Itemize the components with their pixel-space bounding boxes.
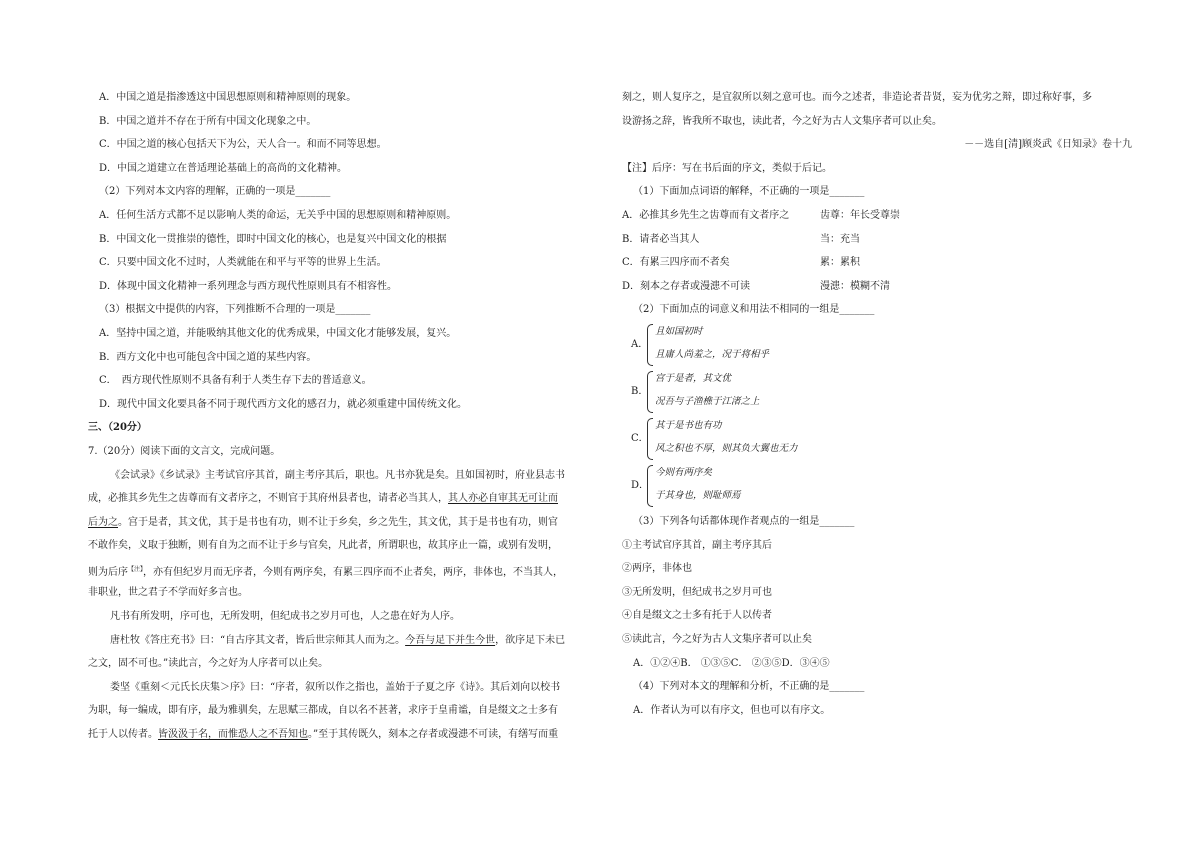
option-gloss: 齿尊：年长受尊崇: [820, 209, 900, 221]
group-letter: B．: [631, 385, 649, 397]
q2-option-b: B．中国文化一贯推崇的德性，即时中国文化的核心，也是复兴中国文化的根据: [99, 233, 447, 245]
sq1-stem: （1）下面加点词语的解释，不正确的一项是_______: [633, 186, 865, 198]
passage-line: 非职业，世之君子不学而好多言也。: [88, 587, 248, 599]
passage-line: [88, 629, 594, 653]
q3-stem: （3）根据文中提供的内容，下列推断不合理的一项是_______: [99, 304, 371, 316]
passage-text: 成，必推其乡先生之齿尊而有文者序之，不则官于其府州县者也，请者必当其人，: [88, 493, 448, 505]
passage-source: －－选自[清]顾炎武《日知录》卷十九: [964, 139, 1132, 151]
passage-text: 唐杜牧《答庄充书》曰：“自古序其文者，皆后世宗师其人而为之。: [110, 634, 406, 646]
q1-option-d: D．中国之道建立在普适理论基础上的高尚的文化精神。: [99, 162, 348, 174]
right-column: [622, 86, 1132, 722]
group-sentence-1: 宫于是者，其文优: [655, 372, 732, 384]
option-gloss: 漫漶：模糊不清: [820, 280, 890, 292]
passage-line: 不敢作矣，义取于独断，则有自为之而不让于乡与官矣，凡此者，所谓职也，故其序止一篇，或别有发明，: [88, 540, 558, 552]
option-text: B．请者必当其人: [622, 233, 700, 245]
q2-stem: （2）下列对本文内容的理解，正确的一项是_______: [99, 186, 331, 198]
sq2-group-a: [622, 322, 1132, 369]
sq3-item: ④自是缀文之士多有托于人以传者: [622, 610, 772, 622]
passage-line: 之文，固不可也。”读此言，今之好为人序者可以止矣。: [88, 658, 329, 670]
q3-option-b: B．西方文化中也可能包含中国之道的某些内容。: [99, 351, 317, 363]
sq3-item: ②两序，非体也: [622, 563, 692, 575]
passage-line: 设游扬之辞，皆我所不取也，读此者，今之好为古人文集序者可以止矣。: [622, 115, 942, 127]
q3-option-d: D．现代中国文化要具备不同于现代西方文化的感召力，就必须重建中国传统文化。: [99, 398, 468, 410]
passage-line: 《会试录》《乡试录》主考试官序其首，副主考序其后，职也。凡书亦犹是矣。且如国初时，府业县志书: [110, 469, 565, 481]
option-gloss: 累：累积: [820, 257, 860, 269]
group-sentence-1: 今则有两序矣: [655, 466, 713, 478]
passage-line: 凡书有所发明，序可也，无所发明，但纪成书之岁月可也，人之患在好为人序。: [110, 611, 460, 623]
group-sentence-2: 于其身也，则耻师焉: [655, 489, 741, 501]
passage-line: 为职，每一编成，即有序，最为雅驯矣，左思赋三都成，自以名不甚著，求序于皇甫谧，自是缀文之士多有: [88, 705, 558, 717]
passage-text: 。宫于是者，其文优，其于是书也有功，则不让于乡矣，乡之先生，其文优，其于是书也有功，则官: [118, 516, 558, 528]
sq4-stem: （4）下列对本文的理解和分析，不正确的是_______: [633, 681, 865, 693]
option-text: C．有累三四序而不者矣: [622, 257, 730, 269]
passage-text: 。”至于其传既久，刻本之存者或漫漶不可读，有缮写而重: [308, 729, 559, 741]
underlined-sentence: 后为之: [88, 516, 118, 528]
passage-text: ，欲序足下未已: [495, 634, 566, 646]
option-gloss: 当：充当: [820, 233, 860, 245]
passage-line: [88, 558, 594, 582]
passage-line: [88, 723, 594, 747]
q3-option-c: C． 西方现代性原则不具备有利于人类生存下去的普适意义。: [99, 375, 372, 387]
q2-option-c: C．只要中国文化不过时，人类就能在和平与平等的世界上生活。: [99, 257, 387, 269]
group-letter: D．: [631, 479, 650, 491]
passage-note: 【注】后序：写在书后面的序文，类似于后记。: [622, 162, 832, 174]
brace-icon: [647, 465, 653, 507]
passage-line: [88, 487, 594, 511]
passage-text: 则为后序: [88, 566, 128, 578]
left-column: [88, 86, 594, 747]
option-text: A．必推其乡先生之齿尊而有文者序之: [622, 209, 790, 221]
q7-intro: 7.（20分）阅读下面的文言文，完成问题。: [88, 445, 281, 457]
underlined-sentence: 今吾与足下并生今世: [405, 634, 496, 646]
sq2-stem: （2）下面加点的词意义和用法不相同的一组是_______: [633, 304, 875, 316]
q1-option-c: C．中国之道的核心包括天下为公，天人合一。和而不同等思想。: [99, 139, 387, 151]
sq2-group-c: [622, 416, 1132, 463]
brace-icon: [647, 371, 653, 413]
passage-line: [88, 511, 594, 535]
sq1-option-a: [622, 204, 1132, 228]
q2-option-a: A．任何生活方式都不足以影响人类的命运，无关乎中国的思想原则和精神原则。: [99, 209, 457, 221]
sq3-choices: A．①②④B． ①③⑤C． ②③⑤D．③④⑤: [633, 657, 830, 669]
q1-option-b: B．中国之道并不存在于所有中国文化现象之中。: [99, 115, 317, 127]
group-sentence-1: 且如国初时: [655, 325, 703, 337]
sq2-group-d: [622, 463, 1132, 510]
brace-icon: [647, 324, 653, 366]
group-sentence-2: 且庸人尚羞之，况于将相乎: [655, 348, 770, 360]
sq1-option-b: [622, 228, 1132, 252]
passage-text: 托于人以传者。: [88, 729, 158, 741]
passage-line: 刻之，则人复序之，是宜叙所以刻之意可也。而今之述者，非造论者昔贤，妄为优劣之辩，即过称好事，多: [622, 92, 1092, 103]
group-sentence-2: 况吾与子渔樵于江渚之上: [655, 395, 760, 407]
sq1-option-d: [622, 275, 1132, 299]
sq3-item: ①主考试官序其首，副主考序其后: [622, 539, 772, 551]
passage-text: ，亦有但纪岁月而无序者，今则有两序矣，有累三四序而不止者矣，两序，非体也，不当其人，: [143, 566, 564, 578]
passage-line: 娄坚《重刻＜元氏长庆集＞序》曰：“序者，叙所以作之指也，盖始于子夏之序《诗》。其后刘向以校书: [110, 681, 561, 693]
classical-passage: [88, 464, 594, 747]
sq3-item: ⑤读此言，今之好为古人文集序者可以止矣: [622, 633, 812, 645]
group-sentence-2: 风之积也不厚，则其负大翼也无力: [655, 442, 798, 454]
sq2-group-b: [622, 369, 1132, 416]
sq3-stem: （3）下列各句话都体现作者观点的一组是_______: [633, 515, 855, 527]
brace-icon: [647, 418, 653, 460]
sq1-option-c: [622, 251, 1132, 275]
group-letter: C．: [631, 432, 649, 444]
sq3-item: ③无所发明，但纪成书之岁月可也: [622, 586, 772, 598]
q1-option-a: A．中国之道是指渗透这中国思想原则和精神原则的现象。: [99, 92, 357, 103]
underlined-sentence: 其人亦必自审其无可让而: [448, 493, 558, 505]
sq4-option-a: A．作者认为可以有序文，但也可以有序文。: [633, 704, 831, 716]
group-letter: A．: [631, 338, 649, 350]
q2-option-d: D．体现中国文化精神一系列理念与西方现代性原则具有不相容性。: [99, 280, 398, 292]
q3-option-a: A．坚持中国之道，并能吸纳其他文化的优秀成果，中国文化才能够发展，复兴。: [99, 327, 457, 339]
option-text: D．刻本之存者或漫漶不可读: [622, 280, 751, 292]
section-heading: 三、（20分）: [88, 422, 147, 434]
footnote-marker: 【注】: [128, 565, 144, 573]
underlined-sentence: 皆汲汲于名，而惟恐人之不吾知也: [158, 729, 308, 741]
group-sentence-1: 其于是书也有功: [655, 419, 722, 431]
